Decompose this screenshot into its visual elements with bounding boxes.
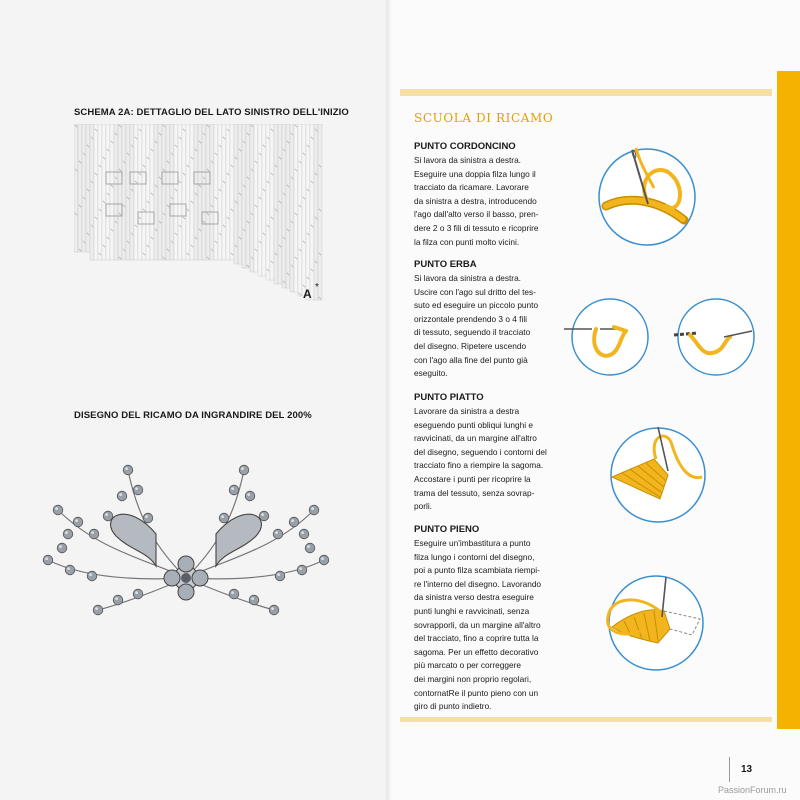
section-title: SCUOLA DI RICAMO — [414, 111, 554, 125]
stitch-title: PUNTO ERBA — [414, 259, 477, 270]
stitch-description: Si lavora da sinistra a destra. Uscire con l'ago sul dritto del tes- suto ed eseguire un piccolo punto orizzontale prendendo 3 o 4 fili di tessuto, seguendo il tracciato del disegno. Ripetere uscendo con l'ago alla fine del punto già eseguito. — [414, 273, 539, 379]
left-page — [0, 0, 388, 800]
stitch-section-pieno — [414, 524, 584, 714]
chart-marker-a: A — [303, 287, 312, 301]
schema-title: SCHEMA 2A: DETTAGLIO DEL LATO SINISTRO DELL'INIZIO — [74, 107, 349, 118]
stitch-title: PUNTO PIATTO — [414, 392, 484, 403]
side-tab-accent — [777, 71, 800, 729]
embroidery-design — [38, 430, 338, 620]
stitch-description: Lavorare da sinistra a destra eseguendo punti obliqui lunghi e ravvicinati, da un margine all'altro del disegno, seguendo i contorni del tracciato fino a riempire la sagoma. Accostare i punti per ricoprire la trama del tessuto, senza sovrap- porli. — [414, 406, 547, 512]
page-number: 13 — [741, 764, 753, 775]
design-title: DISEGNO DEL RICAMO DA INGRANDIRE DEL 200% — [74, 410, 312, 421]
stitch-section-cordoncino — [414, 141, 584, 249]
cross-stitch-chart — [74, 124, 324, 304]
piatto-illustration — [608, 425, 708, 525]
stitch-title: PUNTO CORDONCINO — [414, 141, 516, 152]
stitch-section-piatto — [414, 392, 584, 514]
pieno-illustration — [600, 573, 712, 673]
stitch-section-erba — [414, 259, 584, 381]
bottom-accent-bar — [400, 717, 772, 722]
page-gutter — [386, 0, 392, 800]
erba-illustration-step-1 — [560, 297, 656, 377]
watermark: PassionForum.ru — [718, 785, 787, 795]
floral-garland-drawing — [38, 430, 338, 620]
erba-illustration-step-2 — [668, 297, 764, 377]
stitch-title: PUNTO PIENO — [414, 524, 480, 535]
stitch-description: Eseguire un'imbastitura a punto filza lungo i contorni del disegno, poi a punto filza scambiata riempi- re l'interno del disegno. Lavorando da sinistra verso destra eseguire punti lunghi e ravvicinati, senza sovrapporli, da un margine all'altro del tracciato, fino a coprire tutta la sagoma. Per un effetto decorativo più marcato o per correggere dei margini non proprio regolari, contornatRe il punto pieno con un giro di punto indietro. — [414, 538, 542, 712]
top-accent-bar — [400, 89, 772, 96]
cordoncino-illustration — [596, 146, 698, 248]
chart-marker-star: * — [315, 282, 319, 293]
page-number-rule — [729, 757, 730, 782]
chart-grid-graphic — [74, 124, 324, 304]
stitch-description: Si lavora da sinistra a destra. Eseguire una doppia filza lungo il tracciato da ricamare. Lavorare da sinistra a destra, introducendo l'ago dall'alto verso il basso, pren- dere 2 o 3 fili di tessuto e ricoprire la filza con punti molto vicini. — [414, 155, 539, 247]
